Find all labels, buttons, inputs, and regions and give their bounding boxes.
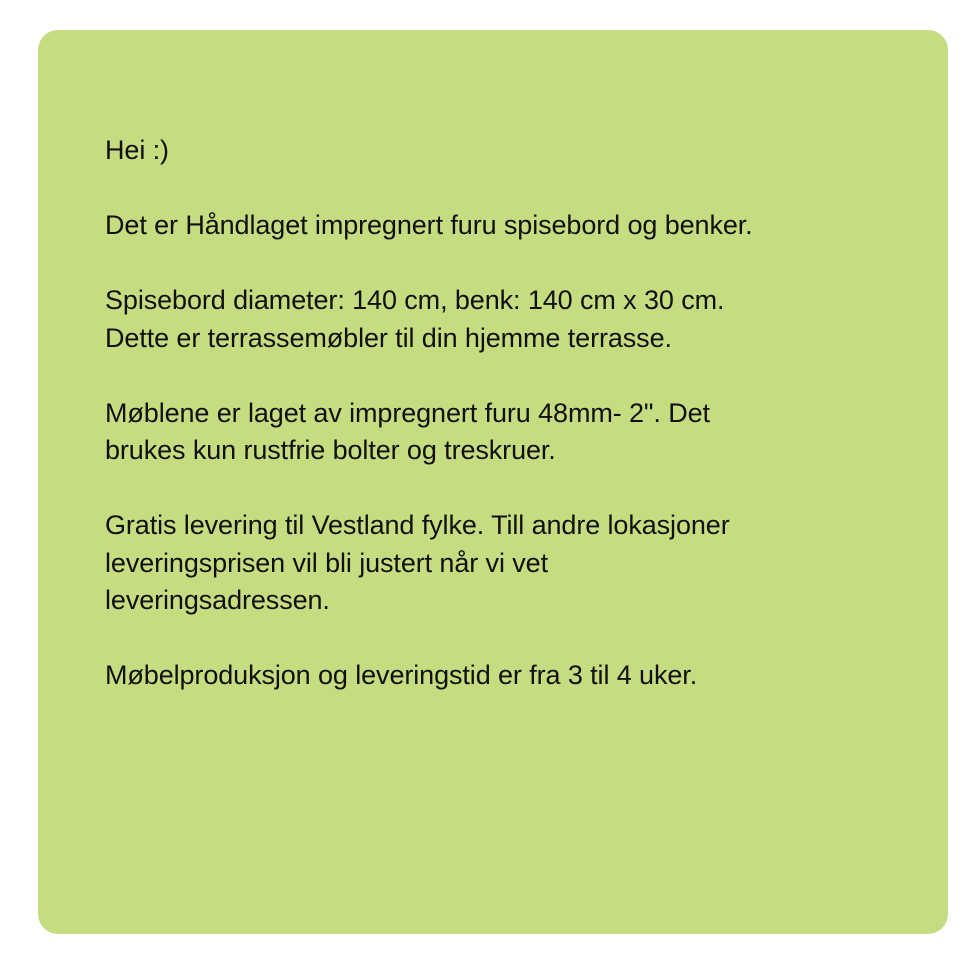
delivery-line-1: Gratis levering til Vestland fylke. Till andre lokasjoner	[105, 510, 730, 540]
paragraph-spacer	[105, 357, 908, 395]
paragraph-spacer	[105, 245, 908, 283]
material-line-2: brukes kun rustfrie bolter og treskruer.	[105, 435, 556, 465]
greeting-text: Hei :)	[105, 135, 169, 165]
delivery-line-2: leveringsprisen vil bli justert når vi vet	[105, 547, 548, 578]
paragraph-spacer	[105, 470, 908, 508]
note-card	[38, 30, 948, 934]
material-line-1: Møblene er laget av impregnert furu 48mm- 2". Det	[105, 397, 710, 428]
paragraph-spacer	[105, 620, 908, 658]
delivery-line-3: leveringsadressen.	[105, 585, 330, 615]
dimensions-line-1: Spisebord diameter: 140 cm, benk: 140 cm x 30 cm.	[105, 285, 725, 315]
paragraph-spacer	[105, 170, 908, 208]
production-text: Møbelproduksjon og leveringstid er fra 3 til 4 uker.	[105, 660, 698, 690]
intro-text: Det er Håndlaget impregnert furu spisebord og benker.	[105, 210, 753, 240]
dimensions-line-2: Dette er terrassemøbler til din hjemme terrasse.	[105, 322, 672, 353]
